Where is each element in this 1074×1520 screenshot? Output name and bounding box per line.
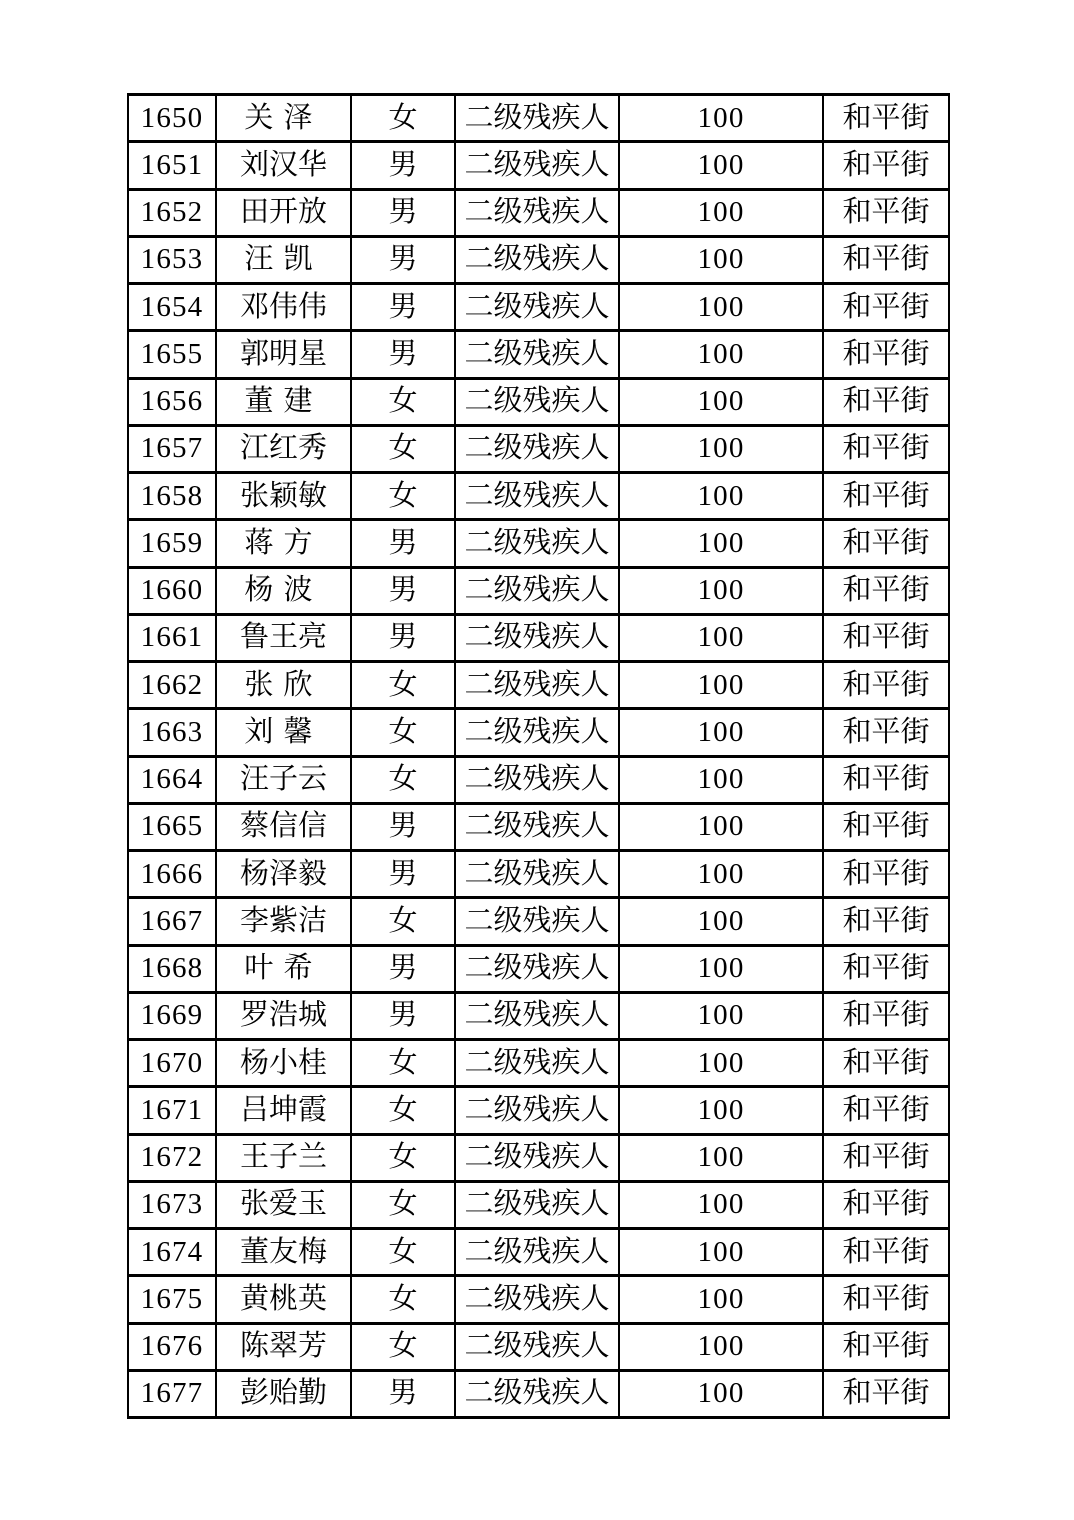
cell-category: 二级残疾人 xyxy=(455,614,619,661)
cell-name: 汪子云 xyxy=(216,756,351,803)
cell-category: 二级残疾人 xyxy=(455,189,619,236)
cell-gender: 女 xyxy=(351,1229,455,1276)
cell-amount: 100 xyxy=(619,284,823,331)
cell-category: 二级残疾人 xyxy=(455,378,619,425)
cell-street: 和平街 xyxy=(823,1323,949,1370)
cell-street: 和平街 xyxy=(823,898,949,945)
cell-category: 二级残疾人 xyxy=(455,898,619,945)
cell-name: 邓伟伟 xyxy=(216,284,351,331)
cell-street: 和平街 xyxy=(823,1040,949,1087)
cell-amount: 100 xyxy=(619,1229,823,1276)
cell-amount: 100 xyxy=(619,236,823,283)
cell-street: 和平街 xyxy=(823,709,949,756)
table-row xyxy=(128,189,949,236)
cell-id: 1669 xyxy=(128,992,216,1039)
table-row xyxy=(128,236,949,283)
cell-id: 1672 xyxy=(128,1134,216,1181)
cell-name: 江红秀 xyxy=(216,425,351,472)
cell-gender: 男 xyxy=(351,851,455,898)
table-row xyxy=(128,567,949,614)
cell-id: 1671 xyxy=(128,1087,216,1134)
cell-category: 二级残疾人 xyxy=(455,236,619,283)
cell-street: 和平街 xyxy=(823,992,949,1039)
cell-category: 二级残疾人 xyxy=(455,709,619,756)
cell-amount: 100 xyxy=(619,756,823,803)
cell-id: 1677 xyxy=(128,1370,216,1417)
cell-name: 张欣 xyxy=(216,662,351,709)
cell-name: 汪凯 xyxy=(216,236,351,283)
table-row xyxy=(128,1323,949,1370)
cell-gender: 女 xyxy=(351,756,455,803)
cell-id: 1664 xyxy=(128,756,216,803)
cell-id: 1675 xyxy=(128,1276,216,1323)
cell-street: 和平街 xyxy=(823,1229,949,1276)
cell-id: 1667 xyxy=(128,898,216,945)
cell-amount: 100 xyxy=(619,898,823,945)
cell-street: 和平街 xyxy=(823,520,949,567)
cell-gender: 男 xyxy=(351,142,455,189)
cell-gender: 男 xyxy=(351,189,455,236)
cell-category: 二级残疾人 xyxy=(455,142,619,189)
cell-category: 二级残疾人 xyxy=(455,1370,619,1417)
table-row xyxy=(128,1134,949,1181)
table-row xyxy=(128,142,949,189)
cell-id: 1659 xyxy=(128,520,216,567)
cell-category: 二级残疾人 xyxy=(455,95,619,142)
cell-name: 郭明星 xyxy=(216,331,351,378)
cell-id: 1654 xyxy=(128,284,216,331)
table-row xyxy=(128,1276,949,1323)
cell-gender: 男 xyxy=(351,803,455,850)
cell-id: 1653 xyxy=(128,236,216,283)
table-row xyxy=(128,756,949,803)
cell-id: 1660 xyxy=(128,567,216,614)
cell-name: 李紫洁 xyxy=(216,898,351,945)
cell-name: 罗浩城 xyxy=(216,992,351,1039)
cell-amount: 100 xyxy=(619,1323,823,1370)
cell-category: 二级残疾人 xyxy=(455,992,619,1039)
cell-name: 杨泽毅 xyxy=(216,851,351,898)
cell-gender: 女 xyxy=(351,1276,455,1323)
cell-amount: 100 xyxy=(619,1040,823,1087)
cell-name: 陈翠芳 xyxy=(216,1323,351,1370)
cell-street: 和平街 xyxy=(823,1181,949,1228)
cell-id: 1657 xyxy=(128,425,216,472)
cell-category: 二级残疾人 xyxy=(455,1040,619,1087)
cell-gender: 女 xyxy=(351,1134,455,1181)
cell-amount: 100 xyxy=(619,142,823,189)
cell-amount: 100 xyxy=(619,1370,823,1417)
cell-category: 二级残疾人 xyxy=(455,1134,619,1181)
table-row xyxy=(128,1181,949,1228)
table-row xyxy=(128,992,949,1039)
cell-street: 和平街 xyxy=(823,1276,949,1323)
cell-gender: 男 xyxy=(351,331,455,378)
cell-amount: 100 xyxy=(619,1276,823,1323)
table-row xyxy=(128,1229,949,1276)
cell-gender: 女 xyxy=(351,709,455,756)
cell-amount: 100 xyxy=(619,1181,823,1228)
table-row xyxy=(128,1370,949,1417)
cell-gender: 女 xyxy=(351,1181,455,1228)
cell-amount: 100 xyxy=(619,378,823,425)
cell-category: 二级残疾人 xyxy=(455,945,619,992)
cell-name: 鲁王亮 xyxy=(216,614,351,661)
cell-gender: 女 xyxy=(351,1040,455,1087)
cell-street: 和平街 xyxy=(823,473,949,520)
cell-category: 二级残疾人 xyxy=(455,567,619,614)
cell-street: 和平街 xyxy=(823,945,949,992)
cell-gender: 女 xyxy=(351,1087,455,1134)
cell-gender: 男 xyxy=(351,284,455,331)
cell-street: 和平街 xyxy=(823,378,949,425)
cell-category: 二级残疾人 xyxy=(455,284,619,331)
table-row xyxy=(128,614,949,661)
cell-amount: 100 xyxy=(619,851,823,898)
cell-name: 关泽 xyxy=(216,95,351,142)
cell-street: 和平街 xyxy=(823,662,949,709)
cell-amount: 100 xyxy=(619,662,823,709)
cell-gender: 女 xyxy=(351,425,455,472)
cell-name: 杨小桂 xyxy=(216,1040,351,1087)
table-row xyxy=(128,1040,949,1087)
cell-amount: 100 xyxy=(619,803,823,850)
cell-gender: 女 xyxy=(351,1323,455,1370)
cell-amount: 100 xyxy=(619,1134,823,1181)
cell-amount: 100 xyxy=(619,95,823,142)
cell-id: 1651 xyxy=(128,142,216,189)
cell-name: 黄桃英 xyxy=(216,1276,351,1323)
cell-category: 二级残疾人 xyxy=(455,1276,619,1323)
cell-id: 1670 xyxy=(128,1040,216,1087)
table-row xyxy=(128,803,949,850)
table-row xyxy=(128,662,949,709)
cell-amount: 100 xyxy=(619,945,823,992)
cell-gender: 女 xyxy=(351,95,455,142)
cell-name: 杨波 xyxy=(216,567,351,614)
cell-street: 和平街 xyxy=(823,1370,949,1417)
cell-id: 1674 xyxy=(128,1229,216,1276)
cell-street: 和平街 xyxy=(823,614,949,661)
cell-amount: 100 xyxy=(619,567,823,614)
cell-street: 和平街 xyxy=(823,851,949,898)
cell-id: 1652 xyxy=(128,189,216,236)
table-row xyxy=(128,898,949,945)
table-row xyxy=(128,425,949,472)
table-row xyxy=(128,851,949,898)
table-row xyxy=(128,520,949,567)
cell-name: 蒋方 xyxy=(216,520,351,567)
cell-amount: 100 xyxy=(619,520,823,567)
cell-gender: 女 xyxy=(351,378,455,425)
cell-gender: 男 xyxy=(351,945,455,992)
table-row xyxy=(128,1087,949,1134)
table-row xyxy=(128,378,949,425)
table-row xyxy=(128,709,949,756)
cell-name: 叶希 xyxy=(216,945,351,992)
cell-id: 1662 xyxy=(128,662,216,709)
cell-name: 彭贻勤 xyxy=(216,1370,351,1417)
cell-name: 吕坤霞 xyxy=(216,1087,351,1134)
cell-street: 和平街 xyxy=(823,236,949,283)
cell-name: 张爱玉 xyxy=(216,1181,351,1228)
cell-name: 蔡信信 xyxy=(216,803,351,850)
cell-street: 和平街 xyxy=(823,756,949,803)
cell-id: 1656 xyxy=(128,378,216,425)
cell-amount: 100 xyxy=(619,1087,823,1134)
cell-id: 1676 xyxy=(128,1323,216,1370)
cell-name: 王子兰 xyxy=(216,1134,351,1181)
cell-gender: 女 xyxy=(351,473,455,520)
cell-gender: 男 xyxy=(351,520,455,567)
cell-id: 1665 xyxy=(128,803,216,850)
cell-name: 田开放 xyxy=(216,189,351,236)
table-row xyxy=(128,945,949,992)
cell-category: 二级残疾人 xyxy=(455,1181,619,1228)
cell-id: 1650 xyxy=(128,95,216,142)
table-body xyxy=(128,95,949,1418)
cell-id: 1673 xyxy=(128,1181,216,1228)
cell-id: 1663 xyxy=(128,709,216,756)
table-row xyxy=(128,473,949,520)
cell-amount: 100 xyxy=(619,709,823,756)
cell-category: 二级残疾人 xyxy=(455,1087,619,1134)
cell-street: 和平街 xyxy=(823,95,949,142)
cell-street: 和平街 xyxy=(823,189,949,236)
table-row xyxy=(128,284,949,331)
cell-street: 和平街 xyxy=(823,142,949,189)
cell-gender: 男 xyxy=(351,614,455,661)
cell-name: 董建 xyxy=(216,378,351,425)
cell-street: 和平街 xyxy=(823,284,949,331)
cell-gender: 女 xyxy=(351,898,455,945)
cell-gender: 女 xyxy=(351,662,455,709)
cell-amount: 100 xyxy=(619,189,823,236)
cell-street: 和平街 xyxy=(823,803,949,850)
cell-amount: 100 xyxy=(619,425,823,472)
cell-category: 二级残疾人 xyxy=(455,803,619,850)
cell-category: 二级残疾人 xyxy=(455,1323,619,1370)
cell-category: 二级残疾人 xyxy=(455,851,619,898)
cell-category: 二级残疾人 xyxy=(455,331,619,378)
cell-street: 和平街 xyxy=(823,1134,949,1181)
cell-category: 二级残疾人 xyxy=(455,662,619,709)
cell-category: 二级残疾人 xyxy=(455,473,619,520)
table-row xyxy=(128,331,949,378)
cell-id: 1661 xyxy=(128,614,216,661)
cell-gender: 男 xyxy=(351,1370,455,1417)
cell-name: 刘汉华 xyxy=(216,142,351,189)
cell-category: 二级残疾人 xyxy=(455,520,619,567)
cell-gender: 男 xyxy=(351,236,455,283)
cell-street: 和平街 xyxy=(823,567,949,614)
cell-amount: 100 xyxy=(619,992,823,1039)
cell-name: 张颖敏 xyxy=(216,473,351,520)
cell-street: 和平街 xyxy=(823,1087,949,1134)
disability-subsidy-table xyxy=(127,93,950,1419)
cell-amount: 100 xyxy=(619,331,823,378)
cell-id: 1658 xyxy=(128,473,216,520)
cell-category: 二级残疾人 xyxy=(455,756,619,803)
cell-category: 二级残疾人 xyxy=(455,1229,619,1276)
cell-id: 1668 xyxy=(128,945,216,992)
cell-street: 和平街 xyxy=(823,425,949,472)
cell-street: 和平街 xyxy=(823,331,949,378)
cell-category: 二级残疾人 xyxy=(455,425,619,472)
cell-amount: 100 xyxy=(619,614,823,661)
cell-id: 1666 xyxy=(128,851,216,898)
cell-amount: 100 xyxy=(619,473,823,520)
cell-gender: 男 xyxy=(351,992,455,1039)
cell-id: 1655 xyxy=(128,331,216,378)
cell-gender: 男 xyxy=(351,567,455,614)
table-row xyxy=(128,95,949,142)
cell-name: 董友梅 xyxy=(216,1229,351,1276)
cell-name: 刘馨 xyxy=(216,709,351,756)
